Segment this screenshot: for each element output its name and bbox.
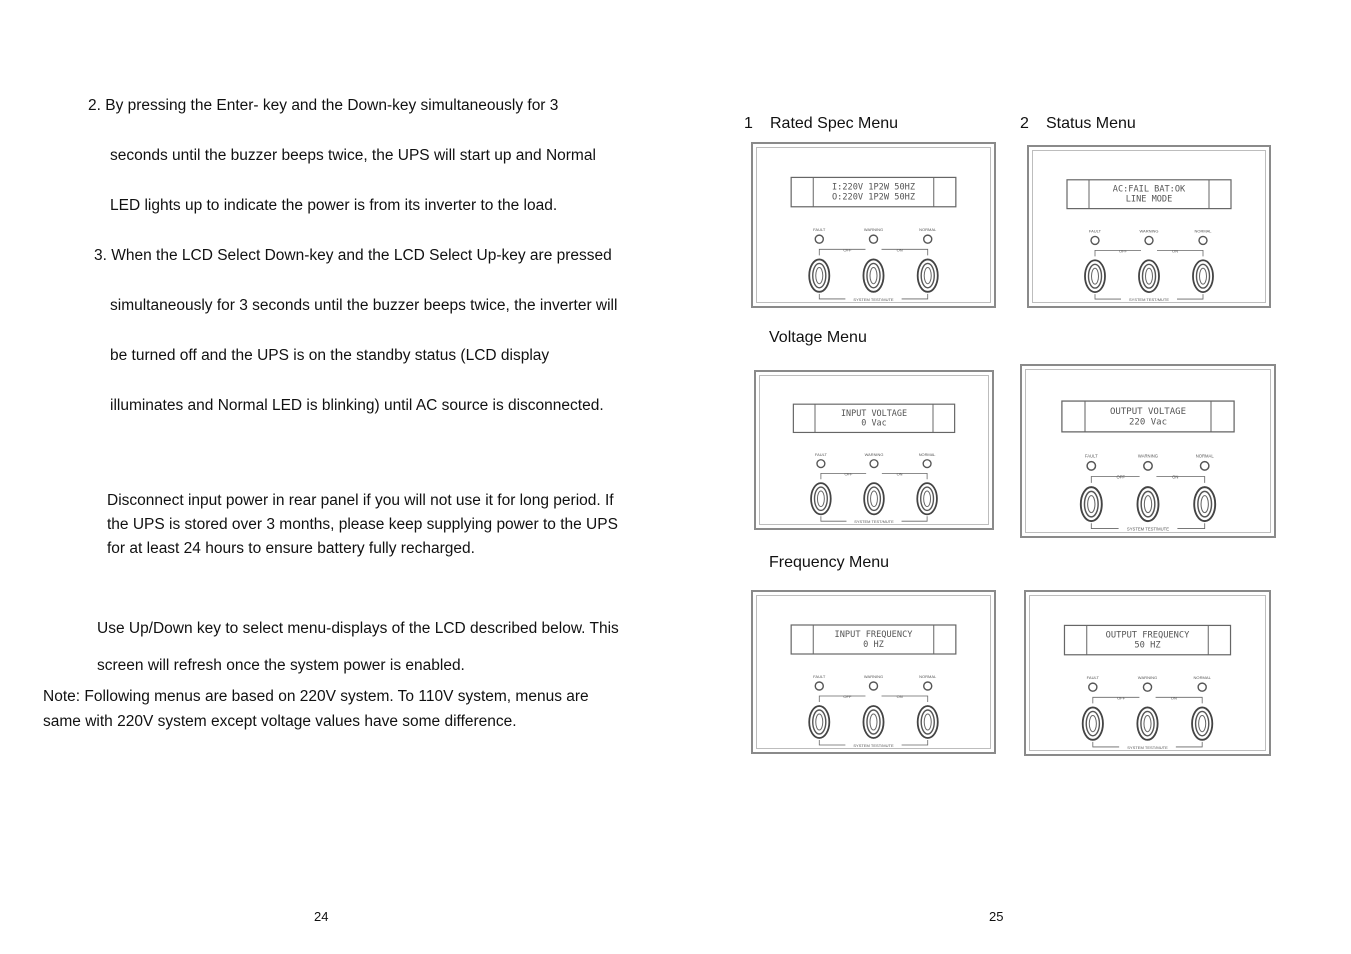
- normal-led-icon: [923, 460, 931, 468]
- para3-line4: illuminates and Normal LED is blinking) until AC source is disconnected.: [110, 397, 604, 414]
- fault-led-icon: [1089, 683, 1097, 691]
- warning-label: WARNING: [864, 451, 884, 457]
- on-label: ON: [896, 471, 903, 477]
- lcd-line1: OUTPUT VOLTAGE: [1109, 406, 1187, 417]
- down-button[interactable]: [1083, 707, 1103, 739]
- fault-label: FAULT: [813, 227, 826, 233]
- up-button[interactable]: [917, 483, 937, 514]
- warning-label: WARNING: [1137, 453, 1159, 459]
- enter-button[interactable]: [864, 483, 884, 514]
- fault-label: FAULT: [1086, 675, 1099, 681]
- lcd-line2: LINE MODE: [1125, 194, 1173, 205]
- rated-illustration: [753, 144, 994, 306]
- off-label: OFF: [844, 471, 853, 477]
- down-button[interactable]: [809, 706, 829, 738]
- off-label: OFF: [843, 247, 852, 253]
- storage-line2: the UPS is stored over 3 months, please keep supplying power to the UPS: [107, 516, 618, 533]
- enter-button[interactable]: [1139, 260, 1159, 292]
- lcd-line2: 0 HZ: [863, 640, 884, 650]
- frequency-menu-title: Frequency Menu: [769, 554, 890, 571]
- warning-label: WARNING: [863, 227, 884, 233]
- fault-led-icon: [815, 682, 823, 690]
- status-panel: [1027, 145, 1271, 308]
- warning-led-icon: [870, 460, 878, 468]
- rated-spec-panel: [751, 142, 996, 308]
- system-test-mute-label: SYSTEM TEST/MUTE: [853, 296, 894, 302]
- on-label: ON: [896, 694, 903, 699]
- rated-spec-title: Rated Spec Menu: [770, 115, 899, 132]
- off-label: OFF: [843, 694, 852, 699]
- lcd-line2: 220 Vac: [1128, 417, 1168, 428]
- system-test-mute-label: SYSTEM TEST/MUTE: [1129, 297, 1169, 303]
- output-frequency-illustration: [1026, 592, 1269, 754]
- fault-led-icon: [1087, 462, 1095, 471]
- warning-led-icon: [1143, 683, 1151, 691]
- enter-button[interactable]: [1137, 707, 1157, 739]
- system-test-mute-label: SYSTEM TEST/MUTE: [853, 743, 894, 748]
- status-title: Status Menu: [1046, 115, 1136, 132]
- up-button[interactable]: [1193, 260, 1213, 292]
- enter-button[interactable]: [863, 259, 883, 291]
- input-voltage-illustration: [756, 372, 992, 528]
- lcd-line1: INPUT VOLTAGE: [840, 407, 908, 418]
- fault-label: FAULT: [1088, 228, 1102, 234]
- page-number-left: 24: [314, 909, 329, 924]
- lcd-line1: I:220V 1P2W 50HZ: [831, 182, 916, 193]
- voltage-menu-title: Voltage Menu: [769, 329, 867, 346]
- lcd-line2: 50 HZ: [1134, 640, 1161, 651]
- normal-led-icon: [924, 682, 932, 690]
- status-number: 2: [1020, 115, 1029, 132]
- rated-spec-number: 1: [744, 115, 753, 132]
- normal-label: NORMAL: [919, 227, 937, 233]
- down-button[interactable]: [811, 483, 831, 514]
- normal-led-icon: [1198, 683, 1206, 691]
- storage-line3: for at least 24 hours to ensure battery fully recharged.: [107, 540, 475, 557]
- normal-label: NORMAL: [918, 451, 936, 457]
- fault-led-icon: [815, 235, 823, 243]
- warning-led-icon: [869, 682, 877, 690]
- normal-label: NORMAL: [1194, 228, 1212, 234]
- output-voltage-panel: [1020, 364, 1276, 538]
- fault-led-icon: [817, 460, 825, 468]
- rated-spec-heading: [744, 115, 898, 133]
- off-label: OFF: [1117, 695, 1126, 701]
- warning-label: WARNING: [863, 674, 884, 679]
- up-button[interactable]: [1192, 707, 1212, 739]
- note-line2: same with 220V system except voltage values have some difference.: [43, 713, 517, 730]
- fault-led-icon: [1091, 236, 1099, 244]
- output-frequency-panel: [1024, 590, 1271, 756]
- up-button[interactable]: [918, 706, 938, 738]
- up-button[interactable]: [918, 259, 938, 291]
- warning-label: WARNING: [1137, 675, 1158, 681]
- lcd-line1: OUTPUT FREQUENCY: [1105, 630, 1190, 641]
- down-button[interactable]: [1081, 487, 1102, 521]
- warning-led-icon: [1144, 462, 1152, 471]
- down-button[interactable]: [809, 259, 829, 291]
- on-label: ON: [1172, 474, 1179, 480]
- fault-label: FAULT: [813, 674, 826, 679]
- status-heading: [1020, 115, 1136, 133]
- lcd-line1: AC:FAIL BAT:OK: [1112, 184, 1186, 195]
- lcd-line1: INPUT FREQUENCY: [834, 630, 913, 640]
- storage-line1: Disconnect input power in rear panel if you will not use it for long period. If: [107, 492, 614, 509]
- system-test-mute-label: SYSTEM TEST/MUTE: [1127, 744, 1168, 750]
- fault-label: FAULT: [814, 451, 827, 457]
- menu-intro-line1: Use Up/Down key to select menu-displays of the LCD described below. This: [97, 620, 619, 637]
- warning-label: WARNING: [1139, 228, 1159, 234]
- warning-led-icon: [1145, 236, 1153, 244]
- lcd-line2: O:220V 1P2W 50HZ: [831, 192, 916, 203]
- system-test-mute-label: SYSTEM TEST/MUTE: [854, 519, 894, 525]
- normal-led-icon: [924, 235, 932, 243]
- para3-line2: simultaneously for 3 seconds until the buzzer beeps twice, the inverter will: [110, 297, 618, 314]
- page-number-right: 25: [989, 909, 1004, 924]
- para3-line1: 3. When the LCD Select Down-key and the LCD Select Up-key are pressed: [94, 247, 612, 264]
- normal-label: NORMAL: [1195, 453, 1214, 459]
- menu-intro-line2: screen will refresh once the system power is enabled.: [97, 657, 465, 674]
- on-label: ON: [1170, 695, 1177, 701]
- off-label: OFF: [1116, 474, 1125, 480]
- fault-label: FAULT: [1084, 453, 1098, 459]
- lcd-line2: 0 Vac: [861, 417, 887, 428]
- para2-line2: seconds until the buzzer beeps twice, the UPS will start up and Normal: [110, 147, 596, 164]
- para2-line3: LED lights up to indicate the power is from its inverter to the load.: [110, 197, 558, 214]
- enter-button[interactable]: [863, 706, 883, 738]
- para3-line3: be turned off and the UPS is on the standby status (LCD display: [110, 347, 550, 364]
- para2-line1: 2. By pressing the Enter- key and the Down-key simultaneously for 3: [88, 97, 559, 114]
- status-illustration: [1029, 147, 1269, 306]
- system-test-mute-label: SYSTEM TEST/MUTE: [1126, 526, 1170, 532]
- normal-label: NORMAL: [919, 674, 937, 679]
- off-label: OFF: [1119, 248, 1127, 254]
- up-button[interactable]: [1194, 487, 1215, 521]
- warning-led-icon: [869, 235, 877, 243]
- input-frequency-panel: [751, 590, 996, 754]
- note-line1: Note: Following menus are based on 220V system. To 110V system, menus are: [43, 688, 589, 705]
- output-voltage-illustration: [1022, 366, 1274, 536]
- input-frequency-illustration: [753, 592, 994, 752]
- normal-label: NORMAL: [1193, 675, 1211, 681]
- normal-led-icon: [1201, 462, 1209, 471]
- on-label: ON: [1172, 248, 1178, 254]
- normal-led-icon: [1199, 236, 1207, 244]
- on-label: ON: [896, 247, 903, 253]
- enter-button[interactable]: [1138, 487, 1159, 521]
- down-button[interactable]: [1085, 260, 1105, 292]
- input-voltage-panel: [754, 370, 994, 530]
